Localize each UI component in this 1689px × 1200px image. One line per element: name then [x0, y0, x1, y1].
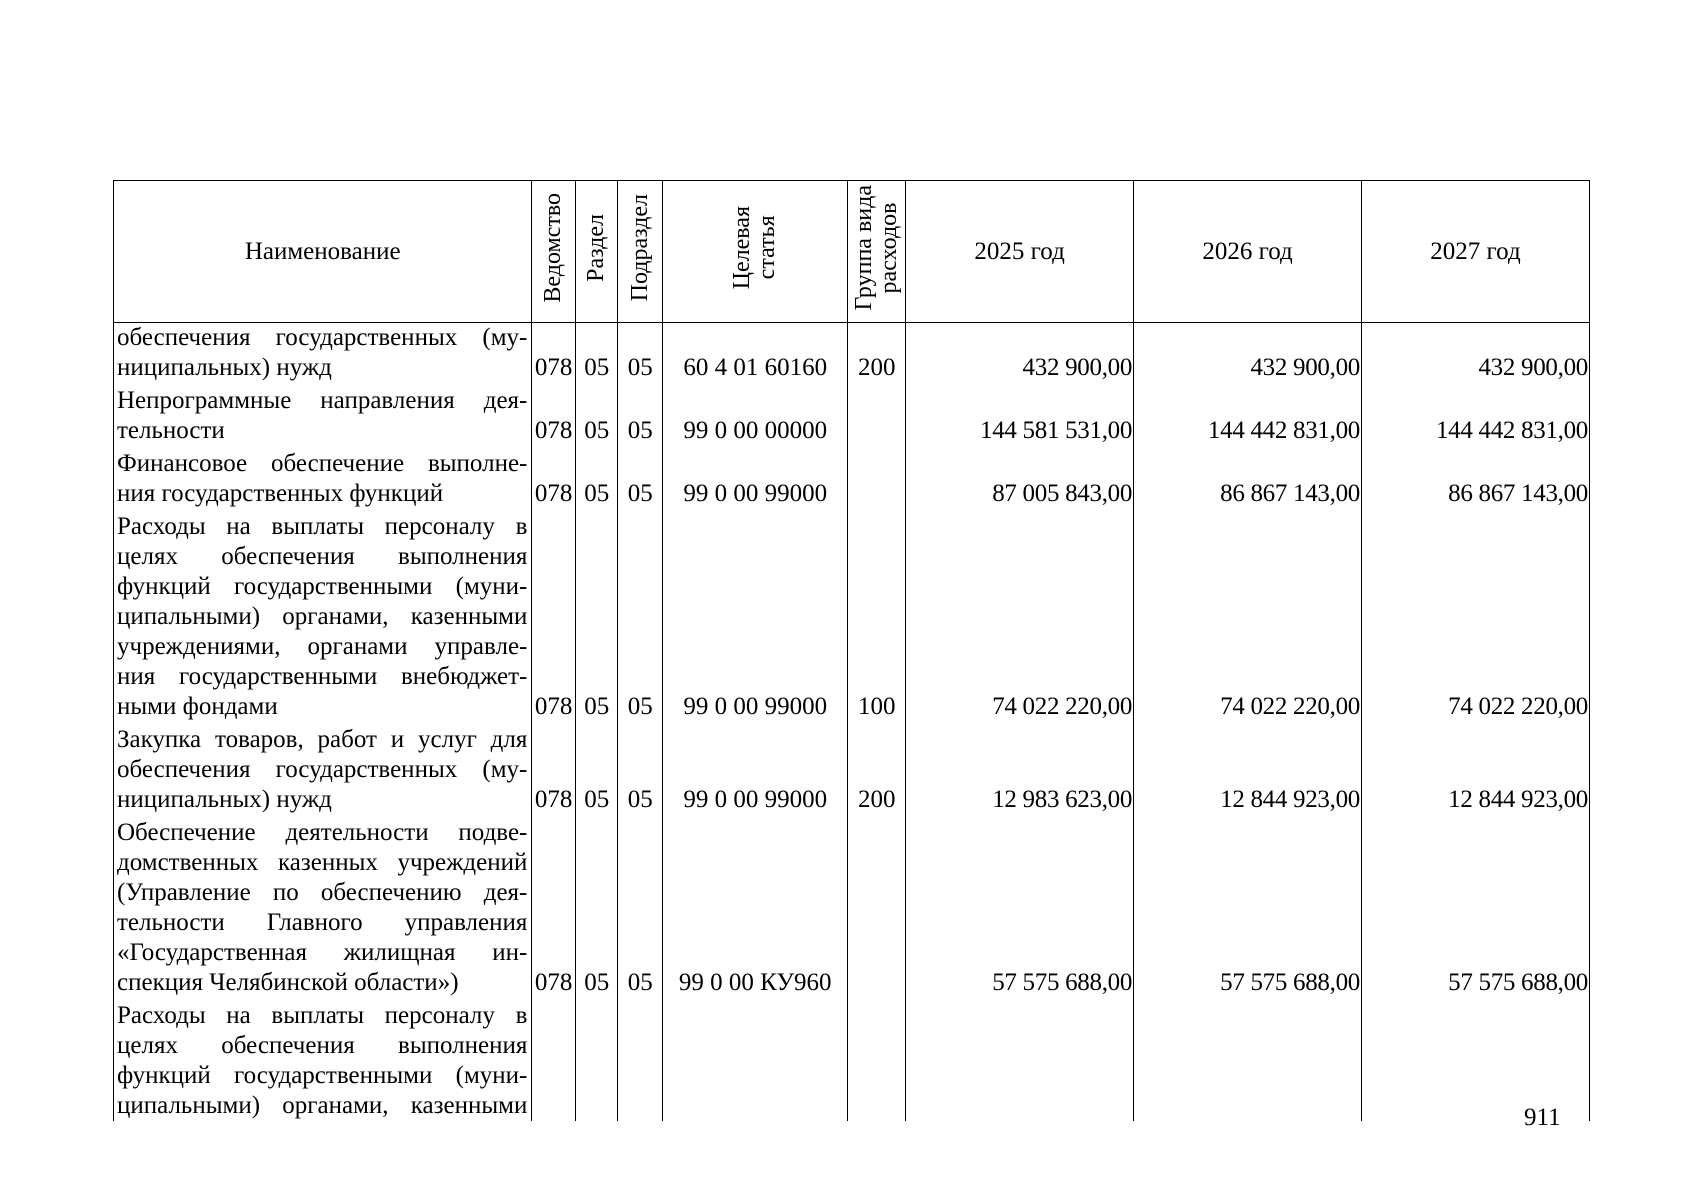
name-line: (Управление по обеспечению дея- [117, 879, 528, 906]
name-line: Обеспечение деятельности подве- [117, 819, 528, 846]
row-name [114, 725, 532, 818]
cell-gruppa: 200 [848, 725, 906, 818]
cell-podrazdel: 05 [618, 386, 663, 449]
cell-2025: 74 022 220,00 [906, 512, 1134, 725]
cell-2027: 12 844 923,00 [1361, 725, 1589, 818]
name-line: Непрограммные направления дея- [117, 387, 528, 414]
name-line: целях обеспечения выполнения [117, 543, 528, 570]
name-line: тельности [117, 417, 225, 444]
cell-2025: 12 983 623,00 [906, 725, 1134, 818]
cell-celevaya-statya: 99 0 00 КУ960 [663, 818, 848, 1001]
cell-podrazdel: 05 [618, 818, 663, 1001]
name-line: обеспечения государственных (му- [117, 756, 528, 783]
cell-2026: 12 844 923,00 [1134, 725, 1362, 818]
cell-razdel: 05 [575, 323, 618, 387]
header-razdel: Раздел [575, 181, 618, 323]
cell-2027: 57 575 688,00 [1361, 818, 1589, 1001]
row-name [114, 449, 532, 512]
table-row [114, 323, 1590, 387]
cell-2027: 432 900,00 [1361, 323, 1589, 387]
cell-celevaya-statya: 99 0 00 99000 [663, 449, 848, 512]
empty-cell [1134, 1001, 1362, 1121]
cell-2026: 57 575 688,00 [1134, 818, 1362, 1001]
table-row-continued [114, 1001, 1590, 1121]
cell-gruppa [848, 818, 906, 1001]
name-line: тельности Главного управления [117, 909, 528, 936]
cell-celevaya-statya: 99 0 00 99000 [663, 725, 848, 818]
name-line: учреждениями, органами управле- [117, 633, 528, 660]
cell-2027: 86 867 143,00 [1361, 449, 1589, 512]
table-row [114, 386, 1590, 449]
name-line: ниципальных) нужд [117, 354, 332, 381]
cell-2026: 432 900,00 [1134, 323, 1362, 387]
name-line: ниципальных) нужд [117, 786, 332, 813]
empty-cell [618, 1001, 663, 1121]
cell-2026: 86 867 143,00 [1134, 449, 1362, 512]
budget-table [113, 180, 1590, 1121]
name-line: ными фондами [117, 693, 278, 720]
cell-vedomstvo: 078 [532, 323, 576, 387]
cell-vedomstvo: 078 [532, 725, 576, 818]
cell-gruppa: 100 [848, 512, 906, 725]
name-line: обеспечения государственных (му- [117, 324, 528, 351]
cell-vedomstvo: 078 [532, 386, 576, 449]
cell-razdel: 05 [575, 386, 618, 449]
row-name-continued [114, 1001, 532, 1121]
cell-vedomstvo: 078 [532, 512, 576, 725]
name-line: ния государственных функций [117, 480, 444, 507]
empty-cell [906, 1001, 1134, 1121]
empty-cell [848, 1001, 906, 1121]
header-vedomstvo: Ведомство [532, 181, 576, 323]
cell-podrazdel: 05 [618, 725, 663, 818]
cell-celevaya-statya: 99 0 00 00000 [663, 386, 848, 449]
header-2026: 2026 год [1134, 181, 1362, 323]
cell-2027: 144 442 831,00 [1361, 386, 1589, 449]
cell-2025: 432 900,00 [906, 323, 1134, 387]
name-line: Расходы на выплаты персоналу в [117, 1002, 528, 1029]
cell-gruppa [848, 386, 906, 449]
cell-podrazdel: 05 [618, 449, 663, 512]
row-name [114, 818, 532, 1001]
row-name [114, 323, 532, 387]
name-line: ципальными) органами, казенными [117, 603, 528, 630]
cell-2027: 74 022 220,00 [1361, 512, 1589, 725]
name-line: функций государственными (муни- [117, 1062, 528, 1089]
cell-2026: 144 442 831,00 [1134, 386, 1362, 449]
cell-razdel: 05 [575, 512, 618, 725]
cell-razdel: 05 [575, 725, 618, 818]
name-line: функций государственными (муни- [117, 573, 528, 600]
header-podrazdel: Подраздел [618, 181, 663, 323]
name-line: домственных казенных учреждений [117, 849, 528, 876]
table-row [114, 818, 1590, 1001]
cell-vedomstvo: 078 [532, 449, 576, 512]
name-line: Закупка товаров, работ и услуг для [117, 726, 528, 753]
cell-podrazdel: 05 [618, 323, 663, 387]
empty-cell [575, 1001, 618, 1121]
cell-2025: 87 005 843,00 [906, 449, 1134, 512]
cell-gruppa [848, 449, 906, 512]
name-line: Расходы на выплаты персоналу в [117, 513, 528, 540]
table-header [114, 181, 1590, 323]
header-name: Наименование [114, 181, 532, 323]
header-gruppa-vida-rashodov: Группа вида расходов [848, 181, 906, 323]
cell-razdel: 05 [575, 818, 618, 1001]
header-celevaya-statya: Целевая статья [663, 181, 848, 323]
cell-gruppa: 200 [848, 323, 906, 387]
cell-podrazdel: 05 [618, 512, 663, 725]
cell-2025: 144 581 531,00 [906, 386, 1134, 449]
cell-razdel: 05 [575, 449, 618, 512]
name-line: Финансовое обеспечение выполне- [117, 450, 528, 477]
name-line: «Государственная жилищная ин- [117, 939, 528, 966]
row-name [114, 386, 532, 449]
empty-cell [663, 1001, 848, 1121]
cell-celevaya-statya: 99 0 00 99000 [663, 512, 848, 725]
name-line: ния государственными внебюджет- [117, 663, 528, 690]
name-line: ципальными) органами, казенными [117, 1092, 528, 1119]
name-line: спекция Челябинской области») [117, 969, 459, 996]
empty-cell [1361, 1001, 1589, 1121]
cell-2025: 57 575 688,00 [906, 818, 1134, 1001]
table-row [114, 725, 1590, 818]
name-line: целях обеспечения выполнения [117, 1032, 528, 1059]
header-2025: 2025 год [906, 181, 1134, 323]
row-name [114, 512, 532, 725]
table-row [114, 512, 1590, 725]
empty-cell [532, 1001, 576, 1121]
table-row [114, 449, 1590, 512]
cell-2026: 74 022 220,00 [1134, 512, 1362, 725]
header-2027: 2027 год [1361, 181, 1589, 323]
page-number: 911 [1524, 1104, 1561, 1131]
cell-vedomstvo: 078 [532, 818, 576, 1001]
table-body [114, 323, 1590, 1122]
cell-celevaya-statya: 60 4 01 60160 [663, 323, 848, 387]
